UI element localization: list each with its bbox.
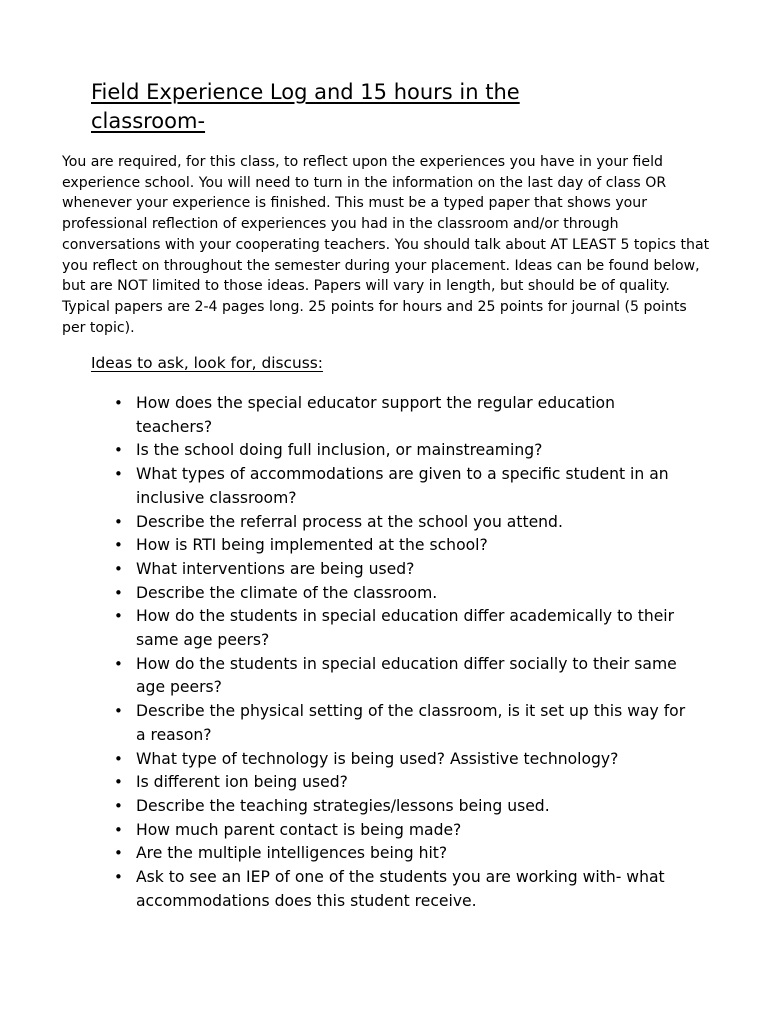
idea-item — [114, 866, 696, 913]
bullet-icon: • — [114, 583, 123, 602]
idea-text: Describe the teaching strategies/lessons being used. — [136, 796, 550, 815]
bullet-icon: • — [114, 868, 123, 887]
bullet-icon: • — [114, 844, 123, 863]
document-title — [91, 78, 611, 136]
idea-text: Describe the physical setting of the classroom, is it set up this way for a reason? — [136, 702, 686, 744]
idea-text: How do the students in special education differ socially to their same age peers? — [136, 654, 677, 697]
idea-item — [114, 439, 696, 463]
bullet-icon: • — [114, 441, 123, 460]
bullet-icon: • — [114, 702, 123, 721]
idea-text: What types of accommodations are given to a specific student in an inclusive classroom? — [136, 465, 669, 507]
idea-item — [114, 700, 696, 747]
idea-text: What type of technology is being used? Assistive technology? — [136, 749, 619, 768]
ideas-heading: Ideas to ask, look for, discuss: — [91, 354, 323, 372]
idea-item — [114, 558, 696, 582]
idea-text: How much parent contact is being made? — [136, 820, 462, 839]
idea-item — [114, 582, 696, 606]
idea-text: Ask to see an IEP of one of the students you are working with- what accommodations does this student receive. — [136, 868, 665, 910]
ideas-list — [114, 392, 696, 913]
idea-text: What interventions are being used? — [136, 559, 415, 578]
bullet-icon: • — [114, 773, 123, 792]
document-title-text: Field Experience Log and 15 hours in the classroom- — [91, 80, 520, 133]
idea-item — [114, 771, 696, 795]
idea-text: Describe the climate of the classroom. — [136, 583, 438, 602]
bullet-icon: • — [114, 536, 123, 555]
bullet-icon: • — [114, 512, 123, 531]
bullet-icon: • — [114, 654, 123, 673]
idea-item — [114, 842, 696, 866]
idea-text: How do the students in special education differ academically to their same age peers? — [136, 607, 675, 650]
idea-item — [114, 819, 696, 843]
idea-text: Describe the referral process at the school you attend. — [136, 512, 563, 531]
idea-item — [114, 795, 696, 819]
idea-text: Is different ion being used? — [136, 773, 348, 792]
idea-text: Are the multiple intelligences being hit? — [136, 844, 448, 863]
idea-item — [114, 534, 696, 558]
idea-item — [114, 463, 696, 510]
intro-paragraph: You are required, for this class, to reflect upon the experiences you have in your field experience school. You will need to turn in the information on the last day of class OR whenever your experience is finished. This must be a typed paper that shows your professional reflection of experiences you had in the classroom and/or through conversations with your cooperating teachers. You should talk about AT LEAST 5 topics that you reflect on throughout the semester during your placement. Ideas can be found below, but are NOT limited to those ideas. Papers will vary in length, but should be of quality. Typical papers are 2-4 pages long. 25 points for hours and 25 points for journal (5 points per topic). — [62, 154, 710, 336]
bullet-icon: • — [114, 796, 123, 815]
bullet-icon: • — [114, 394, 123, 412]
idea-item — [114, 511, 696, 535]
idea-text: How does the special educator support the regular education teachers? — [136, 394, 615, 436]
idea-item — [114, 653, 696, 700]
bullet-icon: • — [114, 559, 123, 578]
bullet-icon: • — [114, 749, 123, 768]
idea-text: How is RTI being implemented at the school? — [136, 536, 488, 555]
bullet-icon: • — [114, 607, 123, 626]
bullet-icon: • — [114, 820, 123, 839]
idea-item — [114, 605, 696, 652]
idea-item — [114, 748, 696, 772]
bullet-icon: • — [114, 465, 123, 484]
idea-text: Is the school doing full inclusion, or mainstreaming? — [136, 441, 543, 460]
idea-item — [114, 392, 696, 439]
